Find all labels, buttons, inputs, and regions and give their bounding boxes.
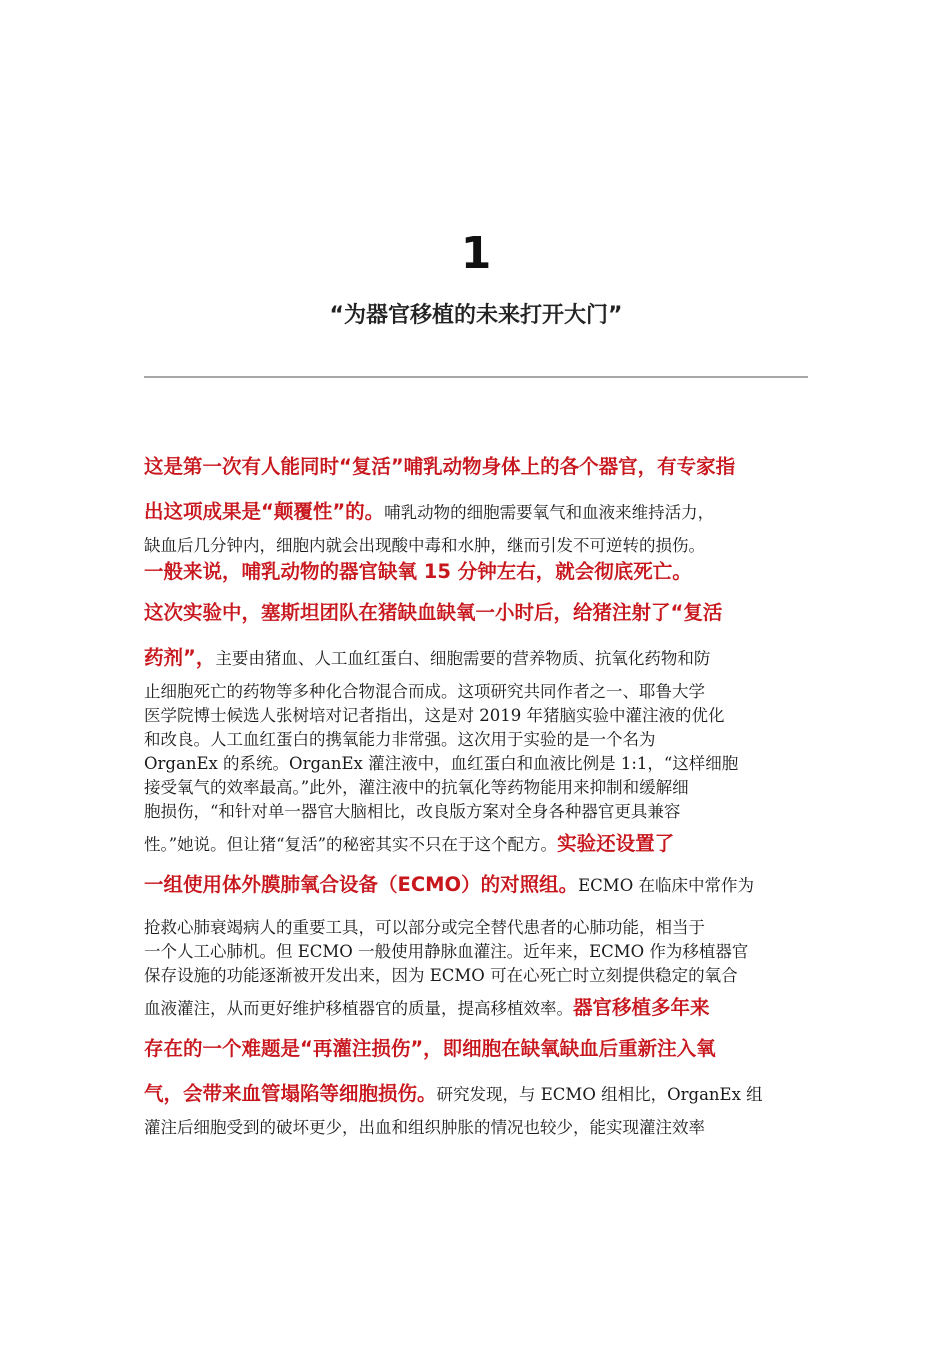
plain-text: 胞损伤，“和针对单一器官大脑相比，改良版方案对全身各种器官更具兼容 xyxy=(144,802,681,821)
chapter-number: 1 xyxy=(460,228,492,279)
plain-text: 和改良。人工血红蛋白的携氧能力非常强。这次用于实验的是一个名为 xyxy=(144,730,656,749)
plain-text: 灌注后细胞受到的破坏更少，出血和组织肿胀的情况也较少，能实现灌注效率 xyxy=(144,1118,705,1137)
highlight-text: 实验还设置了 xyxy=(557,832,675,855)
highlight-text: 器官移植多年来 xyxy=(573,996,710,1019)
text-line xyxy=(144,964,808,988)
text-line xyxy=(144,728,808,752)
plain-text: 一个人工心肺机。但 ECMO 一般使用静脉血灌注。近年来，ECMO 作为移植器官 xyxy=(144,942,749,961)
text-line xyxy=(144,558,808,594)
plain-text: 保存设施的功能逐渐被开发出来，因为 ECMO 可在心死亡时立刻提供稳定的氧合 xyxy=(144,966,738,985)
highlight-text: 这是第一次有人能同时“复活”哺乳动物身体上的各个器官，有专家指 xyxy=(144,455,736,478)
chapter-title: “为器官移植的未来打开大门” xyxy=(329,303,623,328)
text-line xyxy=(144,776,808,800)
plain-text: OrganEx 的系统。OrganEx 灌注液中，血红蛋白和血液比例是 1:1，“这样细胞 xyxy=(144,754,739,773)
text-line xyxy=(144,534,808,558)
text-line xyxy=(144,940,808,964)
text-line xyxy=(144,644,808,680)
highlight-text: 出这项成果是“颠覆性”的。 xyxy=(144,500,385,523)
text-line xyxy=(144,994,808,1030)
text-line xyxy=(144,752,808,776)
plain-text: 缺血后几分钟内，细胞内就会出现酸中毒和水肿，继而引发不可逆转的损伤。 xyxy=(144,536,705,555)
text-line xyxy=(144,866,808,916)
plain-text: 抢救心肺衰竭病人的重要工具，可以部分或完全替代患者的心肺功能，相当于 xyxy=(144,918,705,937)
plain-text: 止细胞死亡的药物等多种化合物混合而成。这项研究共同作者之一、耶鲁大学 xyxy=(144,682,705,701)
highlight-text: 药剂”， xyxy=(144,646,216,669)
text-line xyxy=(144,830,808,866)
highlight-text: 气，会带来血管塌陷等细胞损伤。 xyxy=(144,1082,437,1105)
text-line xyxy=(144,594,808,644)
highlight-text: 这次实验中，塞斯坦团队在猪缺血缺氧一小时后，给猪注射了“复活 xyxy=(144,601,723,624)
text-line xyxy=(144,800,808,824)
text-line xyxy=(144,448,808,498)
text-line xyxy=(144,1030,808,1080)
plain-text: 哺乳动物的细胞需要氧气和血液来维持活力， xyxy=(384,503,715,522)
title-divider xyxy=(144,376,808,378)
highlight-text: 存在的一个难题是“再灌注损伤”，即细胞在缺氧缺血后重新注入氧 xyxy=(144,1037,716,1060)
plain-text: ECMO 在临床中常作为 xyxy=(578,876,754,895)
text-line xyxy=(144,916,808,940)
highlight-text: 一般来说，哺乳动物的器官缺氧 15 分钟左右，就会彻底死亡。 xyxy=(144,560,692,583)
plain-text: 医学院博士候选人张树培对记者指出，这是对 2019 年猪脑实验中灌注液的优化 xyxy=(144,706,725,725)
text-line xyxy=(144,704,808,728)
text-line xyxy=(144,498,808,534)
plain-text: 研究发现，与 ECMO 组相比，OrganEx 组 xyxy=(436,1085,763,1104)
text-line xyxy=(144,680,808,704)
plain-text: 主要由猪血、人工血红蛋白、细胞需要的营养物质、抗氧化药物和防 xyxy=(215,649,711,668)
plain-text: 血液灌注，从而更好维护移植器官的质量，提高移植效率。 xyxy=(144,999,573,1018)
body-paragraph xyxy=(144,448,808,1140)
plain-text: 接受氧气的效率最高。”此外，灌注液中的抗氧化等药物能用来抑制和缓解细 xyxy=(144,778,689,797)
highlight-text: 一组使用体外膜肺氧合设备（ECMO）的对照组。 xyxy=(144,873,579,896)
plain-text: 性。”她说。但让猪“复活”的秘密其实不只在于这个配方。 xyxy=(144,835,558,854)
text-line xyxy=(144,1080,808,1116)
text-line xyxy=(144,1116,808,1140)
